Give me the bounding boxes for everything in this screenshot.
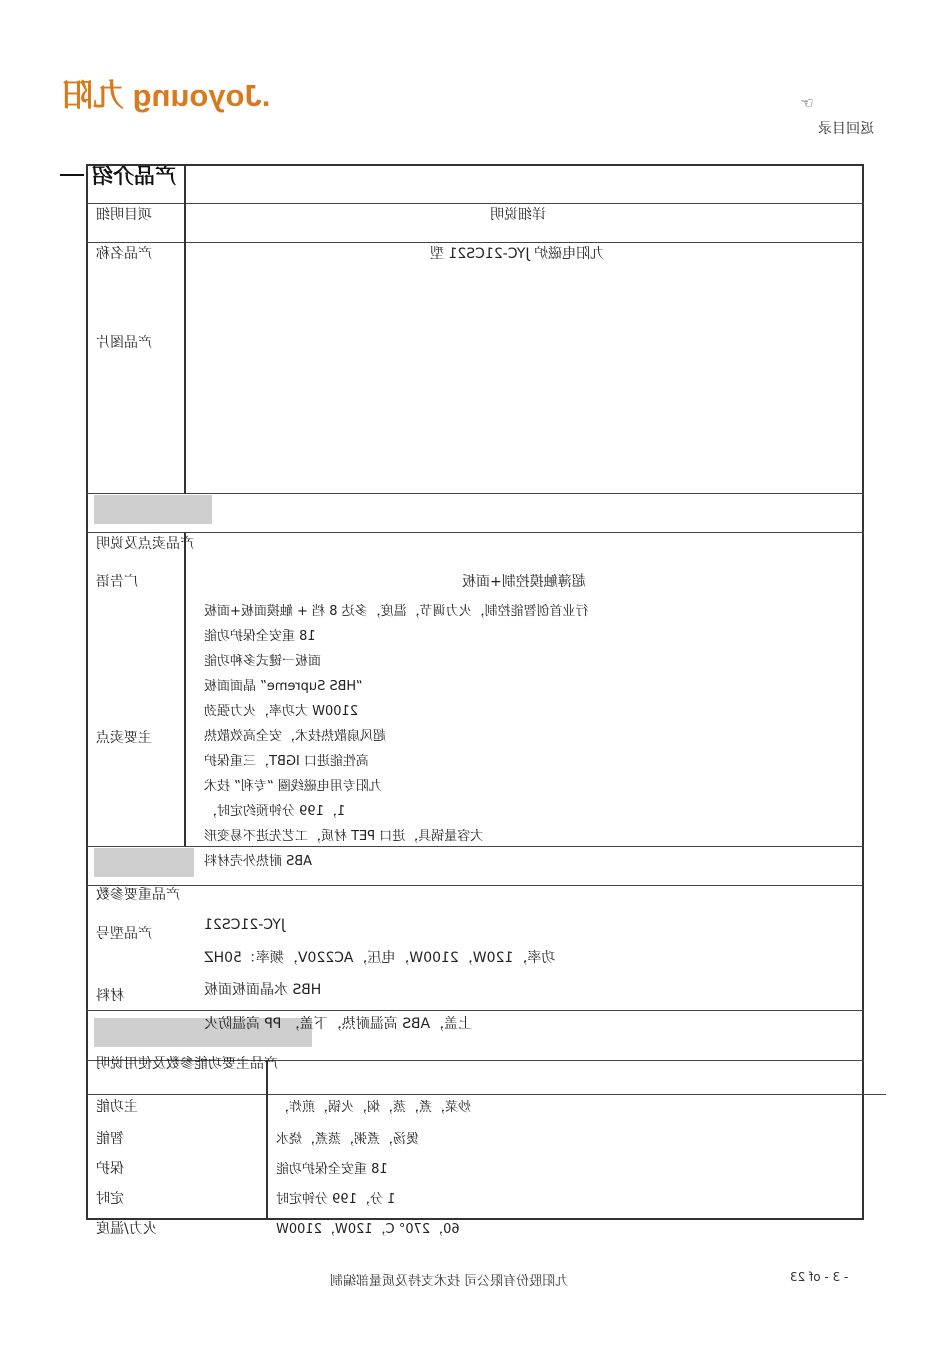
divider (86, 1010, 864, 1011)
divider (86, 203, 864, 204)
row-value-details: 详细说明 (490, 207, 546, 223)
selling-point: 超风扇散热技术，安全高效散热 (204, 729, 387, 744)
row-label-slogan: 广告语 (96, 574, 138, 590)
section-dash (60, 174, 84, 176)
row-value-material: HBS 水晶面板面板 (204, 982, 322, 998)
hand-pointer-icon[interactable]: ☞ (800, 94, 814, 112)
function-value: 1 分，199 分钟定时 (276, 1192, 396, 1207)
row-label-key-points: 主要卖点 (96, 730, 152, 746)
row-label-material: 材料 (96, 988, 124, 1004)
row-label-product-name: 产品名称 (96, 246, 152, 262)
right-border (862, 570, 864, 846)
table-title-selling-points: 产品卖点及说明 (96, 536, 194, 552)
right-border (862, 885, 864, 1010)
selling-point: “HBS Supreme” 晶面面板 (204, 679, 363, 694)
row-value-product-name: 九阳电磁炉 JYC-21CS21 型 (430, 246, 604, 262)
function-value: 炒菜，煮，蒸，焖，火锅，煎炸， (276, 1100, 472, 1115)
divider (86, 493, 864, 494)
grey-band (94, 848, 194, 877)
divider (86, 1094, 886, 1095)
row-value-slogan: 超薄触摸控制+面板 (462, 574, 586, 590)
function-value: 煲汤，煮粥，蒸煮，烧水 (276, 1132, 420, 1147)
row-label-model: 产品型号 (96, 926, 152, 942)
section-title: 产品介绍 (92, 164, 176, 188)
row-value-power: 功率，120W，2100W，电压，AC220V，频率：50HZ (204, 950, 556, 966)
row-label-product-image: 产品图片 (96, 335, 152, 351)
row-value-model: JYC-21CS21 (204, 917, 286, 933)
page-number: - 3 - of 23 (790, 1270, 849, 1284)
column-divider (266, 1060, 268, 1220)
function-label: 定时 (96, 1191, 124, 1207)
column-divider (184, 532, 186, 846)
function-value: 60，270° C，120W，2100W (276, 1222, 460, 1237)
selling-point: ABS 耐热外壳材料 (204, 854, 312, 869)
divider (86, 885, 864, 886)
function-value: 18 重安全保护功能 (276, 1162, 388, 1177)
divider (86, 532, 864, 533)
selling-point: 1，199 分钟预约定时， (204, 804, 346, 819)
column-divider (184, 164, 186, 494)
table-title-functions: 产品主要功能参数及使用说明 (96, 1056, 278, 1072)
selling-point: 行业首创智能控制，火力调节，温度，多达 8 档 + 触摸面板+面板 (204, 604, 589, 619)
selling-point: 面板一键式多种功能 (204, 654, 322, 669)
table-title-key-params: 产品重要参数 (96, 887, 180, 903)
function-label: 保护 (96, 1161, 124, 1177)
function-label: 智能 (96, 1131, 124, 1147)
brand-logo: .Joyoung 九阳 (62, 78, 271, 113)
selling-point: 大容量锅具，进口 PET 材质，工艺先进不易变形 (204, 829, 484, 844)
function-label: 主功能 (96, 1099, 138, 1115)
divider (86, 846, 864, 847)
selling-point: 九阳专用电磁线圈 “专利” 技术 (204, 779, 382, 794)
row-label-item-details: 项目明细 (96, 207, 152, 223)
back-to-toc-link[interactable]: 返回目录 (818, 121, 874, 137)
footer-text: 九阳股份有限公司 技术支持及质量部编制 (330, 1274, 569, 1289)
row-value-housing: 上盖，ABS 高温耐热，下盖， PP 高温防火 (204, 1016, 473, 1032)
function-label: 火力/温度 (96, 1221, 157, 1237)
selling-point: 18 重安全保护功能 (204, 629, 316, 644)
selling-point: 高性能进口 IGBT，三重保护 (204, 754, 369, 769)
selling-point: 2100W 大功率，火力强劲 (204, 704, 359, 719)
grey-band (94, 495, 212, 524)
